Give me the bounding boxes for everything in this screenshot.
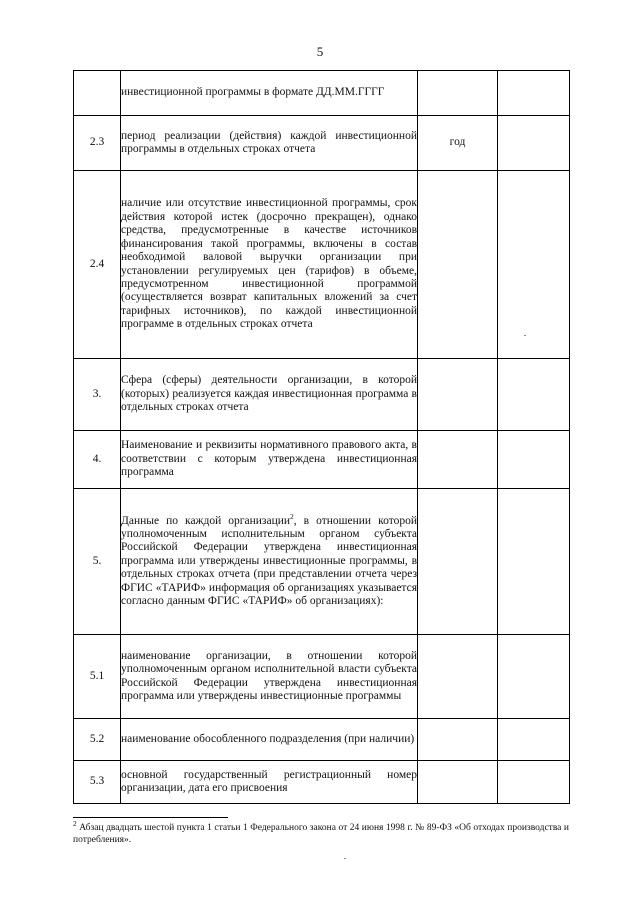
- row-description: наименование обособленного подразделения (при наличии): [121, 719, 418, 761]
- row-number: 5.1: [74, 635, 121, 719]
- row-unit: [418, 431, 498, 489]
- row-value: [498, 719, 570, 761]
- row-unit: [418, 761, 498, 804]
- table-row: [74, 431, 570, 489]
- footnote-reference: 2: [290, 511, 294, 521]
- row-number: 5.2: [74, 719, 121, 761]
- row-unit: [418, 635, 498, 719]
- table-row: [74, 359, 570, 431]
- row-value: [498, 71, 570, 116]
- row-number: 5.3: [74, 761, 121, 804]
- table-row: [74, 761, 570, 804]
- table-row: [74, 171, 570, 359]
- row-value: [498, 635, 570, 719]
- row-description: [121, 489, 418, 635]
- row-value: [498, 489, 570, 635]
- row-number: 4.: [74, 431, 121, 489]
- table-row: [74, 116, 570, 171]
- row-number: 2.4: [74, 171, 121, 359]
- row-unit: [418, 171, 498, 359]
- table-row: [74, 635, 570, 719]
- row-description: основной государственный регистрационный номер организации, дата его присвоения: [121, 761, 418, 804]
- row-value: [498, 171, 570, 359]
- row-value: [498, 431, 570, 489]
- scan-speck: [524, 335, 526, 336]
- row-description: Наименование и реквизиты нормативного правового акта, в соответствии с которым утверждена инвестиционная программа: [121, 431, 418, 489]
- row-description: Сфера (сферы) деятельности организации, в которой (которых) реализуется каждая инвестиционная программа в отдельных строках отчета: [121, 359, 418, 431]
- footnote: [73, 818, 569, 846]
- footnote-text: Абзац двадцать шестой пункта 1 статьи 1 Федерального закона от 24 июня 1998 г. № 89-ФЗ «Об отходах производства и потребления».: [73, 823, 569, 845]
- scan-speck: [344, 858, 346, 859]
- row-description: наименование организации, в отношении которой уполномоченным органом исполнительной власти субъекта Российской Федерации утверждена инвестиционная программа или утверждены инвестиционные программы: [121, 635, 418, 719]
- footnote-divider: [73, 817, 228, 818]
- row-number: 3.: [74, 359, 121, 431]
- row-description: наличие или отсутствие инвестиционной программы, срок действия которой истек (досрочно прекращен), однако средства, предусмотренные в качестве источников финансирования такой программы, включены в состав необходимой валовой выручки организации при установлении регулируемых цен (тарифов) в объеме, предусмотренном инвестиционной программой (осуществляется возврат капитальных вложений за счет тарифных источников), по каждой инвестиционной программе в отдельных строках отчета: [121, 171, 418, 359]
- row-description-text: Данные по каждой организации: [121, 514, 291, 527]
- row-unit: [418, 359, 498, 431]
- row-number: [74, 71, 121, 116]
- footnote-marker: 2: [73, 818, 77, 828]
- row-unit: [418, 489, 498, 635]
- row-number: 5.: [74, 489, 121, 635]
- row-unit: [418, 719, 498, 761]
- table-row: [74, 489, 570, 635]
- row-unit: [418, 71, 498, 116]
- table-row: [74, 71, 570, 116]
- report-table: [73, 70, 570, 804]
- row-value: [498, 116, 570, 171]
- row-description: период реализации (действия) каждой инвестиционной программы в отдельных строках отчета: [121, 116, 418, 171]
- row-description-text: , в отношении которой уполномоченным исполнительным органом субъекта Российской Федерации утверждена инвестиционная программа или утверждены инвестиционные программы, в отдельных строках отчета (при представлении отчета через ФГИС «ТАРИФ» информация об организациях указывается согласно данным ФГИС «ТАРИФ» об организациях):: [121, 514, 417, 608]
- row-value: [498, 359, 570, 431]
- row-value: [498, 761, 570, 804]
- page-number: 5: [316, 44, 324, 59]
- row-description: инвестиционной программы в формате ДД.ММ.ГГГГ: [121, 71, 418, 116]
- row-unit: год: [418, 116, 498, 171]
- table-row: [74, 719, 570, 761]
- row-number: 2.3: [74, 116, 121, 171]
